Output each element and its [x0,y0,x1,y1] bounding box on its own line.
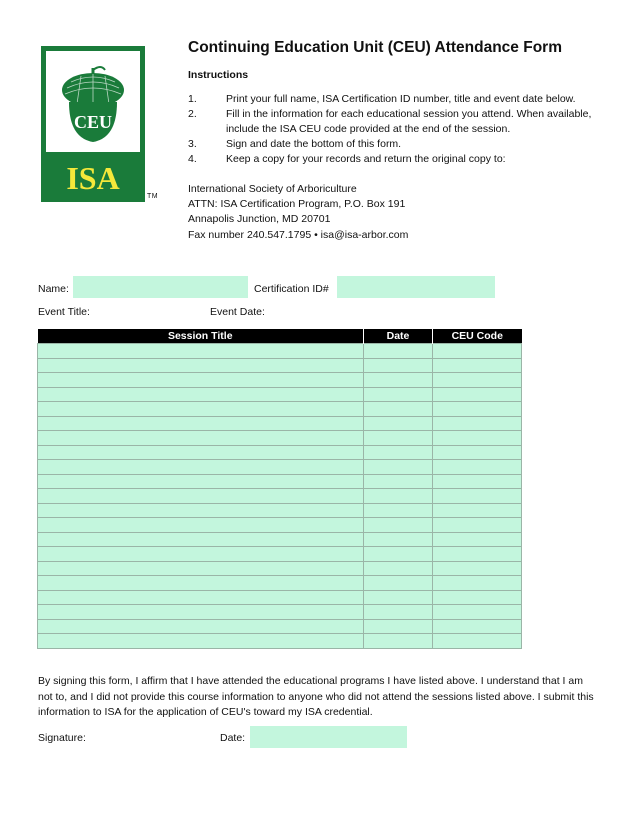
signature-date-label: Date: [220,732,246,744]
date-cell[interactable] [364,590,433,605]
session-title-cell[interactable] [38,489,364,504]
session-title-cell[interactable] [38,445,364,460]
certification-id-label: Certification ID# [254,283,329,295]
table-row [38,416,522,431]
date-cell[interactable] [364,373,433,388]
instruction-steps [188,92,608,167]
address-line: Fax number 240.547.1795 • isa@isa-arbor.com [188,228,409,241]
table-row [38,474,522,489]
ceu-code-cell[interactable] [433,402,522,417]
date-cell[interactable] [364,503,433,518]
date-cell[interactable] [364,547,433,562]
table-row [38,605,522,620]
date-cell[interactable] [364,387,433,402]
session-title-cell[interactable] [38,634,364,649]
table-row [38,561,522,576]
ceu-code-cell[interactable] [433,605,522,620]
instruction-step: 3. Sign and date the bottom of this form. [188,138,402,150]
instructions-heading: Instructions [188,69,249,81]
table-row [38,431,522,446]
table-row [38,373,522,388]
session-title-cell[interactable] [38,416,364,431]
session-title-cell[interactable] [38,474,364,489]
ceu-code-cell[interactable] [433,358,522,373]
column-header-date: Date [364,329,433,344]
ceu-code-cell[interactable] [433,619,522,634]
table-row [38,460,522,475]
ceu-code-cell[interactable] [433,489,522,504]
date-cell[interactable] [364,532,433,547]
ceu-code-cell[interactable] [433,590,522,605]
date-cell[interactable] [364,634,433,649]
session-title-cell[interactable] [38,503,364,518]
ceu-code-cell[interactable] [433,416,522,431]
certification-id-field[interactable] [337,276,495,298]
date-cell[interactable] [364,561,433,576]
ceu-code-cell[interactable] [433,503,522,518]
ceu-code-cell[interactable] [433,634,522,649]
event-date-label: Event Date: [210,306,265,318]
ceu-code-cell[interactable] [433,576,522,591]
table-row [38,547,522,562]
trademark-mark: TM [147,193,159,200]
session-title-cell[interactable] [38,460,364,475]
mailing-address [188,182,408,243]
table-row [38,576,522,591]
ceu-code-cell[interactable] [433,387,522,402]
sessions-table [37,329,522,649]
date-cell[interactable] [364,489,433,504]
date-cell[interactable] [364,518,433,533]
session-title-cell[interactable] [38,373,364,388]
table-row [38,402,522,417]
table-row [38,619,522,634]
session-title-cell[interactable] [38,619,364,634]
table-row [38,387,522,402]
session-title-cell[interactable] [38,358,364,373]
logo-ceu-text: CEU [73,112,113,132]
date-cell[interactable] [364,445,433,460]
instruction-step: 1. Print your full name, ISA Certification ID number, title and event date below. [188,93,576,105]
instruction-step: 4. Keep a copy for your records and return the original copy to: [188,153,506,165]
ceu-code-cell[interactable] [433,561,522,576]
date-cell[interactable] [364,576,433,591]
page-title: Continuing Education Unit (CEU) Attendance Form [188,39,562,56]
affirmation-text: By signing this form, I affirm that I have attended the educational programs I have listed above. I understand that I am not to, and I did not provide this course information to anyone who did not attend the sessions listed above. I submit this information to ISA for the application of CEU's toward my ISA credential. [38,675,594,718]
address-line: International Society of Arboriculture [188,183,357,195]
instruction-step: 2. Fill in the information for each educational session you attend. When available, include the ISA CEU code provided at the end of the session. [188,108,592,135]
table-row [38,445,522,460]
date-cell[interactable] [364,474,433,489]
table-row [38,358,522,373]
ceu-code-cell[interactable] [433,431,522,446]
date-cell[interactable] [364,605,433,620]
table-row [38,634,522,649]
table-row [38,532,522,547]
ceu-code-cell[interactable] [433,344,522,359]
session-title-cell[interactable] [38,590,364,605]
table-row [38,489,522,504]
column-header-ceu-code: CEU Code [433,329,522,344]
signature-label: Signature: [38,732,86,744]
session-title-cell[interactable] [38,344,364,359]
date-cell[interactable] [364,358,433,373]
ceu-code-cell[interactable] [433,474,522,489]
session-title-cell[interactable] [38,576,364,591]
date-cell[interactable] [364,460,433,475]
date-cell[interactable] [364,619,433,634]
table-header-row [38,329,522,344]
logo-isa-text: ISA [66,160,120,196]
ceu-code-cell[interactable] [433,518,522,533]
signature-date-field[interactable] [250,726,407,748]
session-title-cell[interactable] [38,387,364,402]
isa-ceu-logo [41,46,145,202]
session-title-cell[interactable] [38,547,364,562]
ceu-code-cell[interactable] [433,373,522,388]
name-field[interactable] [73,276,248,298]
session-title-cell[interactable] [38,605,364,620]
ceu-code-cell[interactable] [433,460,522,475]
date-cell[interactable] [364,431,433,446]
table-row [38,503,522,518]
table-row [38,590,522,605]
date-cell[interactable] [364,344,433,359]
address-line: Annapolis Junction, MD 20701 [188,213,331,226]
ceu-code-cell[interactable] [433,532,522,547]
ceu-code-cell[interactable] [433,445,522,460]
date-cell[interactable] [364,402,433,417]
table-row [38,344,522,359]
session-title-cell[interactable] [38,532,364,547]
event-title-label: Event Title: [38,306,90,318]
column-header-session-title: Session Title [38,329,364,344]
session-title-cell[interactable] [38,402,364,417]
table-row [38,518,522,533]
address-line: ATTN: ISA Certification Program, P.O. Box 191 [188,198,406,211]
name-label: Name: [38,283,69,295]
date-cell[interactable] [364,416,433,431]
session-title-cell[interactable] [38,561,364,576]
session-title-cell[interactable] [38,518,364,533]
session-title-cell[interactable] [38,431,364,446]
ceu-code-cell[interactable] [433,547,522,562]
